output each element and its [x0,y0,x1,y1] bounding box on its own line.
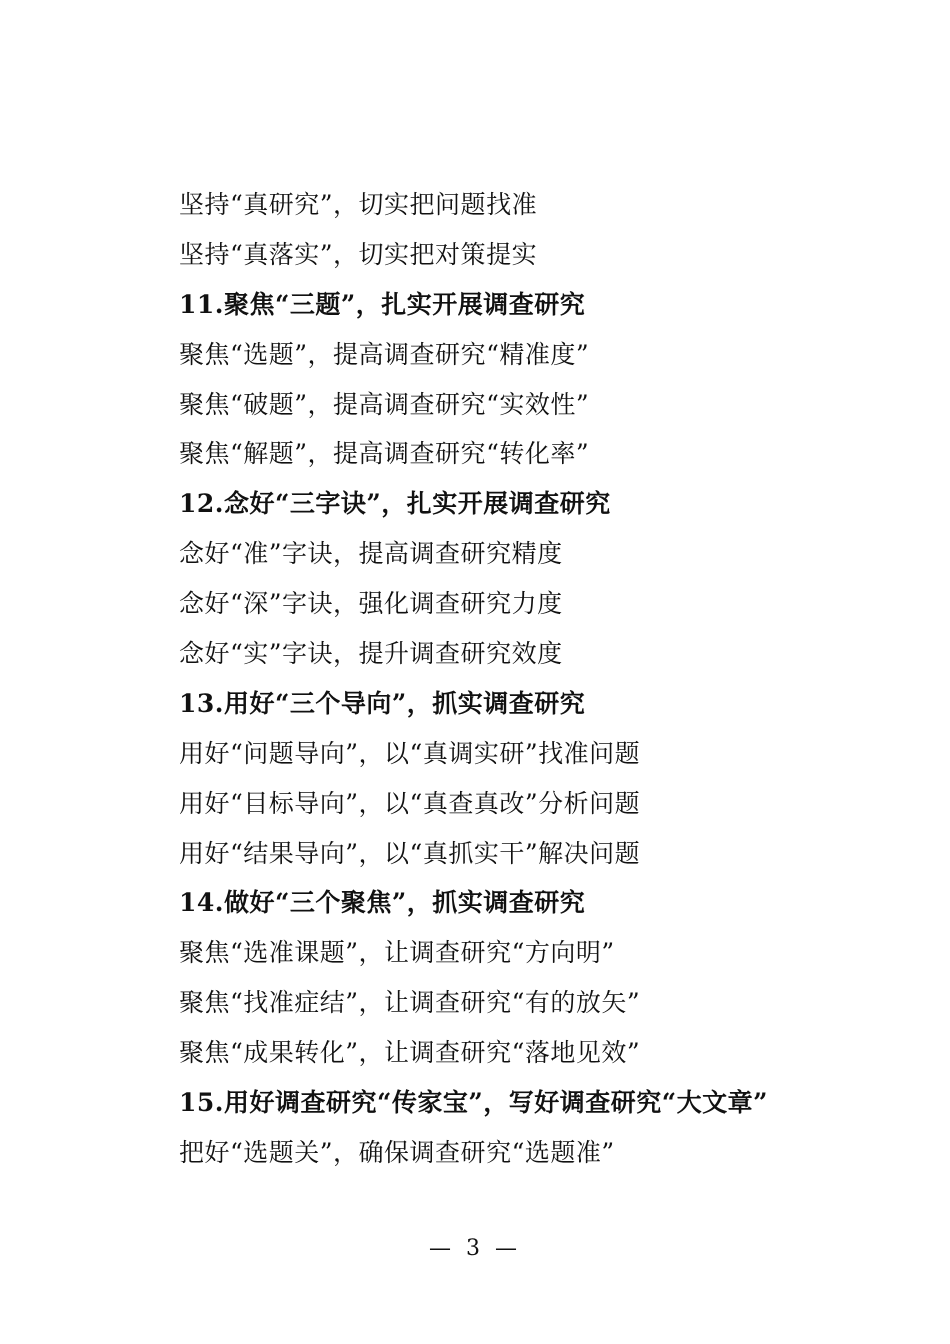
text-line: 聚焦“解题”，提高调查研究“转化率” [179,439,590,469]
text-line: 把好“选题关”，确保调查研究“选题准” [179,1137,615,1167]
section-heading: 15.用好调查研究“传家宝”，写好调查研究“大文章” [179,1088,769,1118]
text-line: 用好“问题导向”，以“真调实研”找准问题 [179,738,641,768]
text-line: 聚焦“成果转化”，让调查研究“落地见效” [179,1038,641,1068]
section-heading: 14.做好“三个聚焦”，抓实调查研究 [179,888,586,918]
section-heading: 12.念好“三字诀”，扎实开展调查研究 [179,489,611,519]
text-line: 聚焦“选准课题”，让调查研究“方向明” [179,938,615,968]
text-line: 用好“目标导向”，以“真查真改”分析问题 [179,788,641,818]
document-body [179,180,879,1178]
text-line: 用好“结果导向”，以“真抓实干”解决问题 [179,838,641,868]
text-line: 念好“实”字诀，提升调查研究效度 [179,639,563,669]
section-heading: 11.聚焦“三题”，扎实开展调查研究 [179,289,586,319]
section-heading: 13.用好“三个导向”，抓实调查研究 [179,688,586,718]
text-line: 聚焦“破题”，提高调查研究“实效性” [179,389,590,419]
text-line: 坚持“真研究”，切实把问题找准 [179,190,538,219]
text-line: 聚焦“选题”，提高调查研究“精准度” [179,339,590,369]
text-line: 坚持“真落实”，切实把对策提实 [179,239,538,269]
page-number: — 3 — [429,1236,521,1261]
text-line: 聚焦“找准症结”，让调查研究“有的放矢” [179,988,641,1018]
text-line: 念好“深”字诀，强化调查研究力度 [179,589,563,619]
text-line: 念好“准”字诀，提高调查研究精度 [179,539,563,569]
